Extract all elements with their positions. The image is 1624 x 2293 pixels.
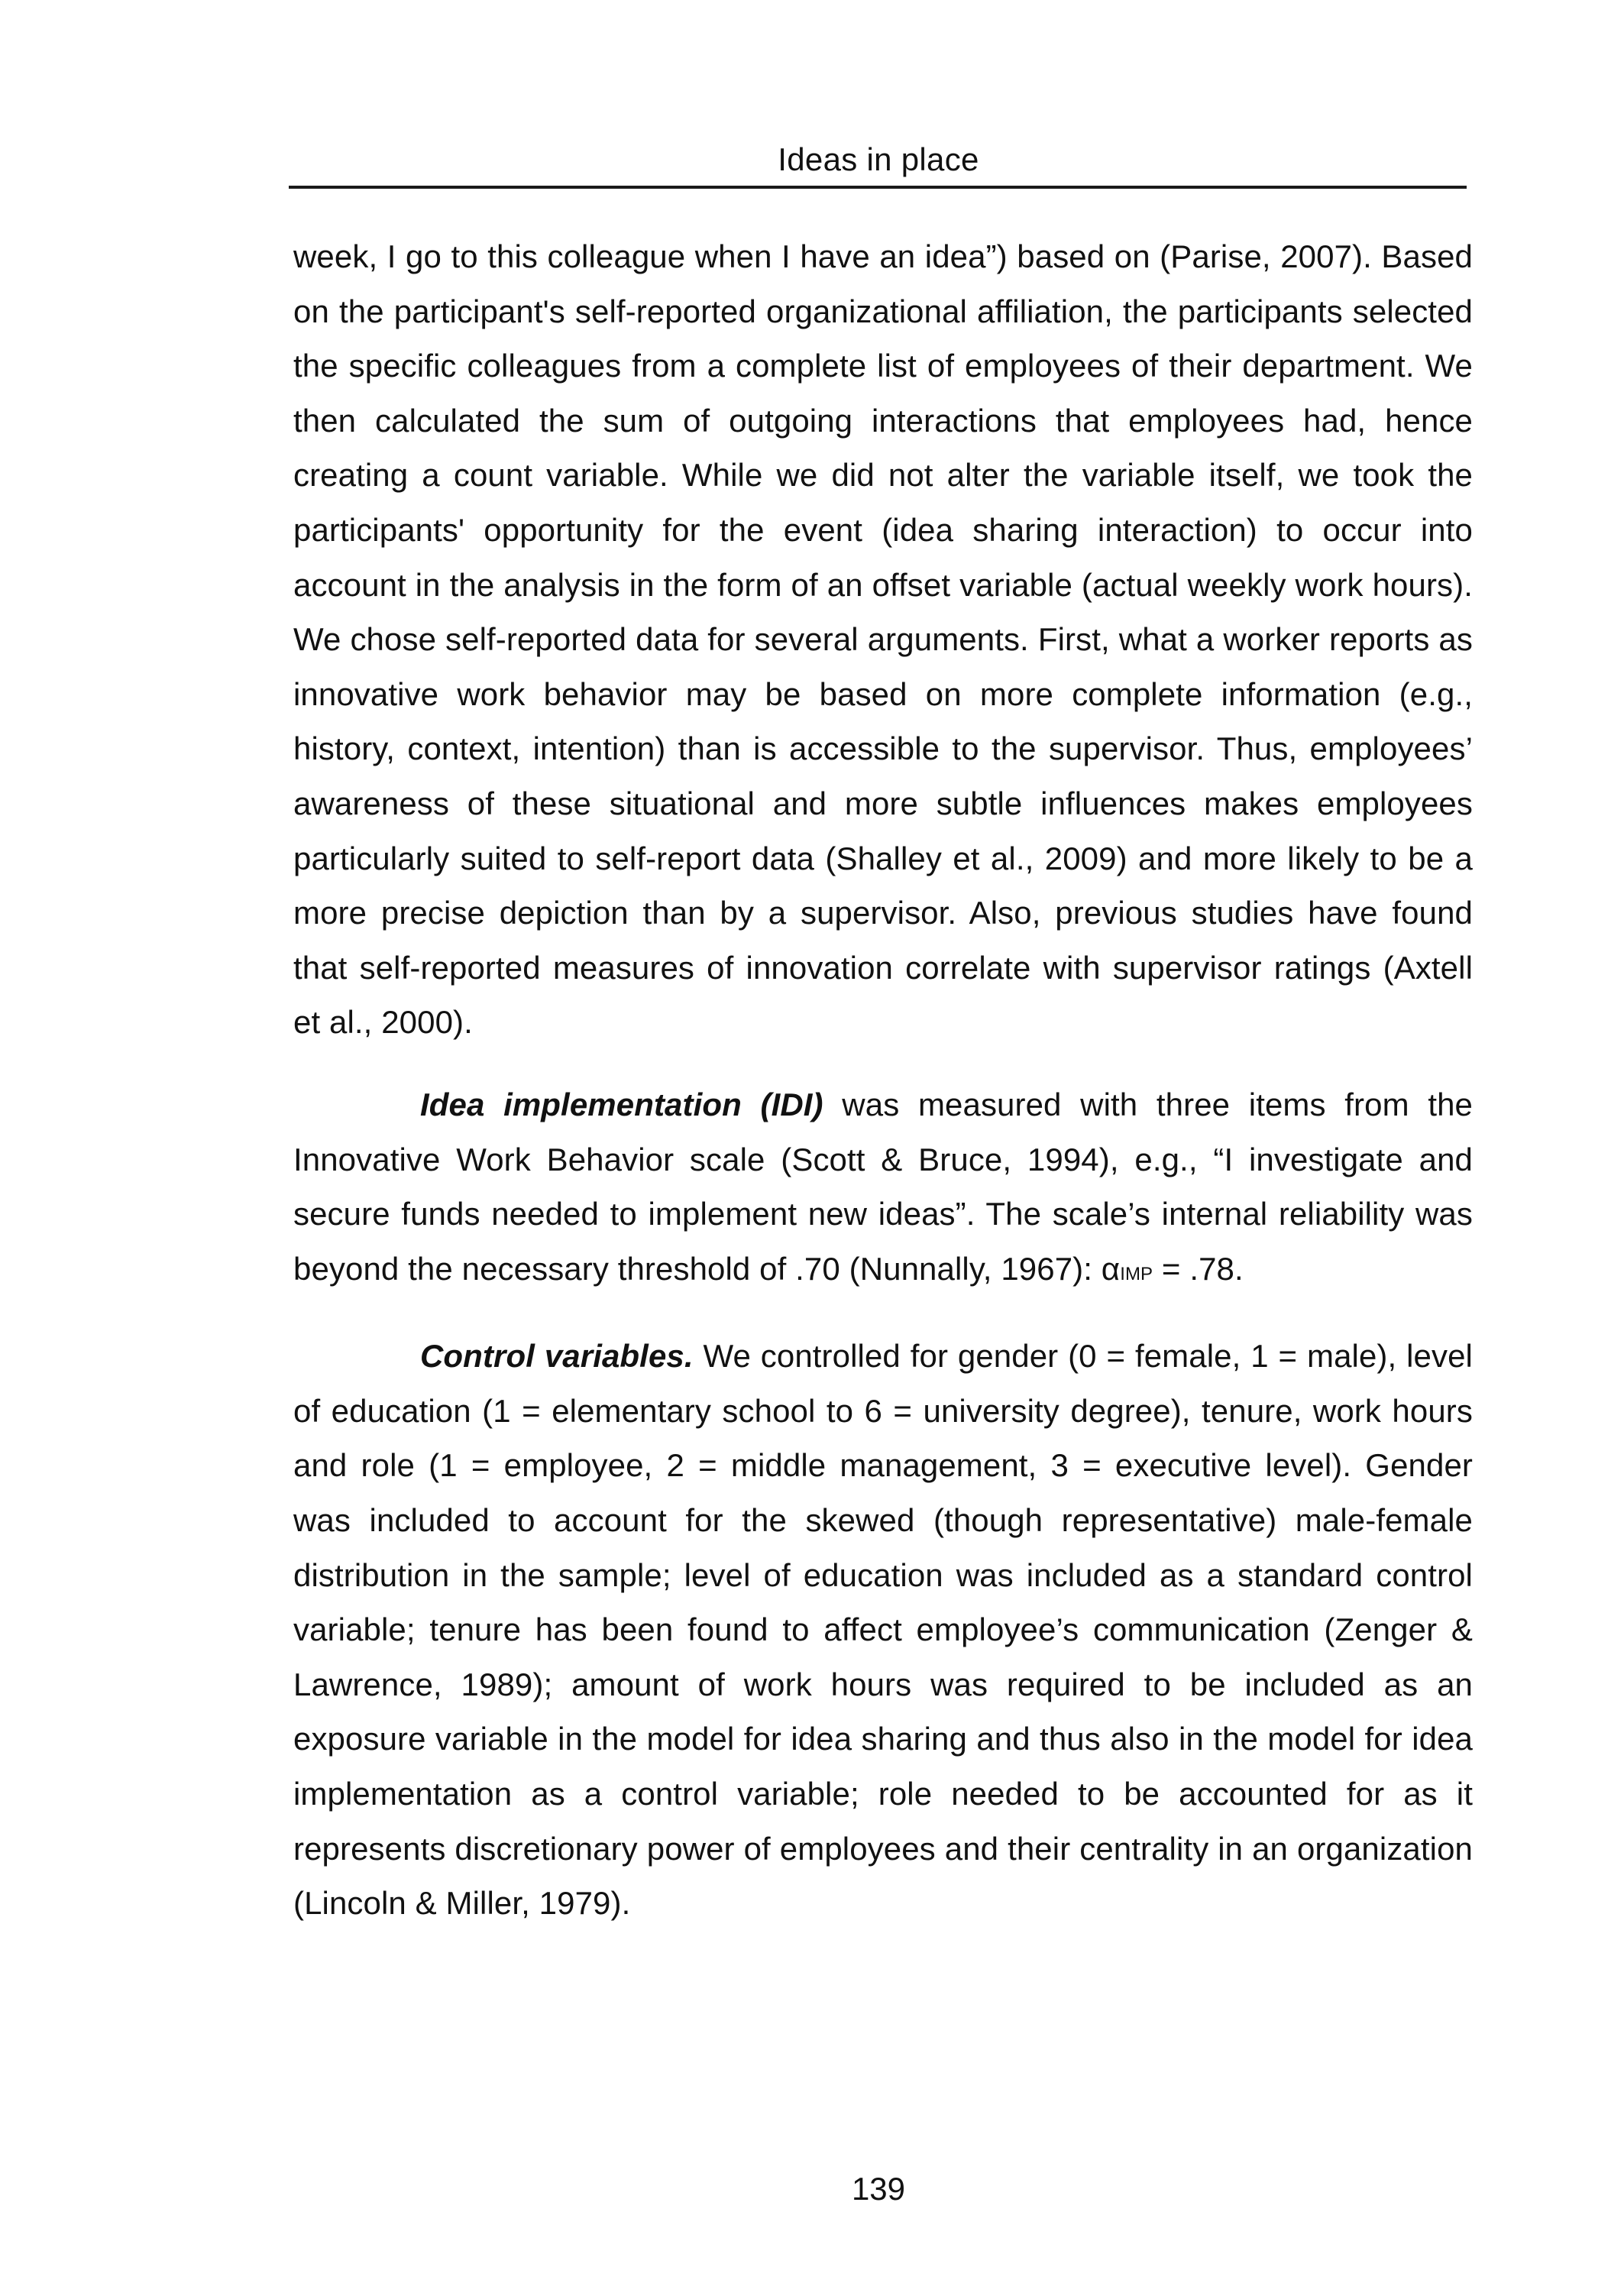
paragraph-idea-implementation (293, 1077, 1473, 1301)
idea-implementation-text: was measured with three items from the Innovative Work Behavior scale (Scott & Bruce, 1994), e.g., “I investigate and secure funds needed to implement new ideas”. The scale’s internal reliability was beyond the necessary threshold of .70 (Nunnally, 1967): (293, 1086, 1474, 1287)
paragraph-measures-continuation: week, I go to this colleague when I have an idea”) based on (Parise, 2007). Based on the participant's self-reported organizational affiliation, the participants selected the specific colleagues from a complete list of employees of their department. We then calculated the sum of outgoing interactions that employees had, hence creating a count variable. While we did not alter the variable itself, we took the participants' opportunity for the event (idea sharing interaction) to occur into account in the analysis in the form of an offset variable (actual weekly work hours). We chose self-reported data for several arguments. First, what a worker reports as innovative work behavior may be based on more complete information (e.g., history, context, intention) than is accessible to the supervisor. Thus, employees’ awareness of these situational and more subtle influences makes employees particularly suited to self-report data (Shalley et al., 2009) and more likely to be a more precise depiction than by a supervisor. Also, previous studies have found that self-reported measures of innovation correlate with supervisor ratings (Axtell et al., 2000). (293, 238, 1473, 1041)
alpha-symbol: α (1101, 1250, 1121, 1287)
body-text (293, 229, 1473, 1931)
running-header-title: Ideas in place (778, 141, 979, 177)
alpha-subscript: IMP (1120, 1263, 1153, 1284)
control-variables-text: We controlled for gender (0 = female, 1 = male), level of education (1 = elementary school to 6 = university degree), tenure, work hours and role (1 = employee, 2 = middle management, 3 = executive level). Gender was included to account for the skewed (though representative) male-female distribution in the sample; level of education was included as a standard control variable; tenure has been found to affect employee’s communication (Zenger & Lawrence, 1989); amount of work hours was required to be included as an exposure variable in the model for idea sharing and thus also in the model for idea implementation as a control variable; role needed to be accounted for as it represents discretionary power of employees and their centrality in an organization (Lincoln & Miller, 1979). (293, 1338, 1473, 1922)
page-number: 139 (851, 2171, 906, 2207)
paragraph-control-variables (293, 1329, 1473, 1931)
runin-heading-control-variables: Control variables. (420, 1338, 694, 1375)
alpha-value: = .78. (1153, 1250, 1244, 1287)
header-rule-divider (289, 186, 1467, 189)
runin-heading-idea-implementation: Idea implementation (IDI) (420, 1086, 823, 1122)
